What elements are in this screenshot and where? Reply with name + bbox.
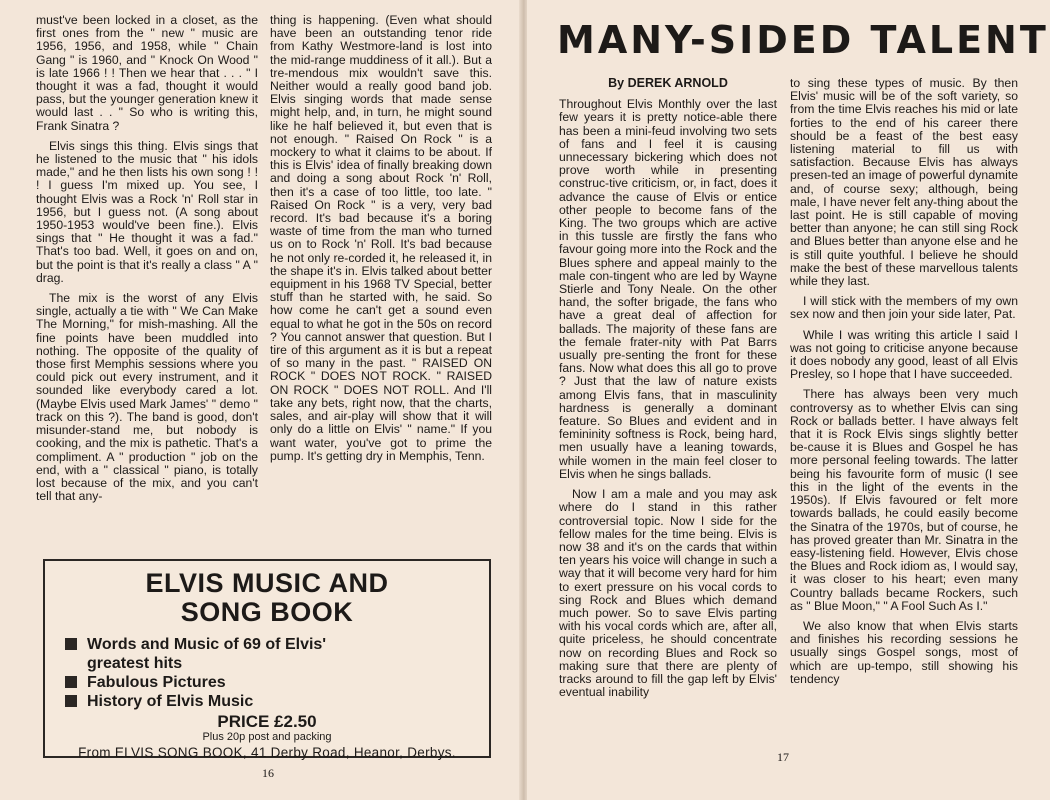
ad-feature-text: Fabulous Pictures	[87, 674, 226, 691]
paragraph: The mix is the worst of any Elvis single, actually a tie with " We Can Make The Morning," for mish-mashing. All the fine points have been muddled into nothing. The opposite of the quality of those first Memphis sessions where you could pick out every instrument, and it sounded like everybody cared a lot. (Maybe Elvis used Mark James' " demo " track on this ?). The band is good, don't misunder-stand me, but nobody is cooking, and the mix is pathetic. That's a compliment. A " production " job on the end, with a " classical " piano, is totally lost because of the mix, and you can't tell that any-	[36, 291, 258, 504]
ad-feature-continuation: greatest hits	[87, 655, 183, 672]
ad-price: PRICE £2.50	[217, 712, 317, 731]
paragraph: There has always been very much controversy as to whether Elvis can sing Rock or ballads better. I have always felt that it is Rock Elvis sings slightly better be-cause it is Blues and Gospel he has more personal feeling towards. The latter being his favourite form of music (I see this in the light of the events in the 1950s). If Elvis favoured or felt more towards ballads, he could easily become the Sinatra of the 1970s, but of course, he has proved greater than Mr. Sinatra in the easy-listening field. However, Elvis chose the Blues and Rock idiom as, I would say, it was closer to his heart; even many Country ballads became Rockers, such as " Blue Moon," " A Fool Such As I."	[790, 387, 1018, 613]
bullet-square-icon	[65, 638, 77, 650]
bullet-square-icon	[65, 676, 77, 688]
paragraph: While I was writing this article I said I was not going to criticise anyone because it does nobody any good, least of all Elvis Presley, so I hope that I have succeeded.	[790, 327, 1018, 382]
paragraph: Elvis sings this thing. Elvis sings that he listened to the music that " his idols made," and he then lists his own song ! ! ! I guess I'm mixed up. You see, I thought Elvis was a Rock 'n' Roll star in 1956, but I guess not. (A song about 1950-1953 would've been fine.). Elvis sings that " He thought it was a fad." That's too bad. Well, it goes on and on, but the point is that it's really a class " A " drag.	[36, 138, 258, 285]
ad-feature-item	[65, 692, 489, 711]
ad-headline-line-1: ELVIS MUSIC AND	[145, 568, 389, 598]
ad-address: From ELVIS SONG BOOK, 41 Derby Road, Heanor, Derbys.	[78, 745, 456, 760]
paragraph: We also know that when Elvis starts and finishes his recording sessions he usually sings Gospel songs, most of which are up-tempo, still showing his tendency	[790, 618, 1018, 686]
ad-headline	[45, 569, 489, 627]
bullet-square-icon	[65, 695, 77, 707]
songbook-advertisement	[43, 559, 491, 758]
ad-feature-list	[65, 635, 489, 711]
paragraph: Now I am a male and you may ask where do I stand in this rather controversial topic. Now I side for the fellow males for the time being. Elvis is now 38 and it's on the cards that within ten years his voice will change in such a way that it will become very hard for him to exert pressure on his vocal cords to sing Rock and Blues which demand much power. So to save Elvis parting with his vocal cords which are, after all, quite priceless, he should concentrate now on recording Blues and Rock so making sure that there are plenty of tracks around to fill the gap left by Elvis' eventual inability	[559, 487, 777, 700]
ad-feature-text: Words and Music of 69 of Elvis'	[87, 636, 327, 653]
page-number-left: 16	[262, 766, 274, 780]
right-column-2	[790, 77, 1018, 747]
article-byline: By DEREK ARNOLD	[608, 77, 728, 90]
ad-feature-item	[65, 673, 489, 692]
ad-feature-text: History of Elvis Music	[87, 693, 254, 710]
ad-feature-item	[65, 635, 489, 673]
article-title: MANY-SIDED TALENT	[557, 18, 1049, 62]
left-page	[0, 0, 522, 800]
ad-postage: Plus 20p post and packing	[202, 731, 332, 743]
paragraph: Throughout Elvis Monthly over the last few years it is pretty notice-able there has been a mini-feud involving two sets of fans and I feel it is causing unnecessary bickering which does not prove worth while in presenting construc-tive criticism, or, in fact, does it advance the cause of Elvis or entice other people to become fans of the King. The two groups which are active in this tussle are firstly the fans who favour going more into the Rock and the Blues sphere and appeal mainly to the male con-tingent who are led by Wayne Stierle and Tony Neale. On the other hand, the softer brigade, the fans who have a great deal of affection for ballads. The majority of these fans are the female frater-nity with Pat Barrs usually pre-senting the front for these fans. Now what does this all go to prove ? Just that the law of nature exists among Elvis fans, that in masculinity hardness is generally a dominant feature. So Blues and evident and in femininity softness is Rock, being hard, men usually have a leaning towards, while women in the main feel closer to Elvis when he sings ballads.	[559, 97, 777, 481]
right-page	[527, 0, 1050, 800]
paragraph: thing is happening. (Even what should have been an outstanding tenor ride from Kathy Westmore-land is lost into the mid-range muddiness of it all.). But a tre-mendous mix wouldn't save this. Neither would a really good band job. Elvis singing words that made sense might help, and, in turn, he might sound like he half believed it, but even that is not enough. " Raised On Rock " is a mockery to what it claims to be about. If this is Elvis' idea of finally breaking down and doing a song about Rock 'n' Roll, then it's a case of too little, too late. " Raised On Rock " is a very, very bad record. It's bad because it's a boring waste of time from the man who turned us on to Rock 'n' Roll. It's bad because he not only re-corded it, he released it, in the shape it's in. Elvis talked about better equipment in his 1968 TV Special, better stuff than he started with, he said. So how come he can't get a sound even equal to what he got in the 50s on record ? You cannot answer that question. But I tire of this argument as it is but a repeat of so many in the past. " RAISED ON ROCK " DOES NOT ROCK. " RAISED ON ROCK " DOES NOT ROLL. And I'll take any bets, right now, that the charts, sales, and air-play will show that it will only do a little on Elvis' " name." If you want water, you've got to prime the pump. It's getting dry in Memphis, Tenn.	[270, 14, 492, 463]
left-column-1	[36, 14, 258, 559]
ad-headline-line-2: SONG BOOK	[180, 597, 354, 627]
right-column-1	[559, 77, 777, 747]
left-column-2	[270, 14, 492, 559]
page-number-right: 17	[777, 750, 789, 764]
paragraph: must've been locked in a closet, as the first ones from the " new " music are 1956, 1956, and 1958, while " Chain Gang " is 1960, and " Knock On Wood " is late 1966 ! ! Then we hear that . . . " I thought it was a fad, thought it would pass, but the younger generation knew it would last . . " So who is writing this, Frank Sinatra ?	[36, 14, 258, 133]
paragraph: to sing these types of music. By then Elvis' music will be of the soft variety, so from the time Elvis reaches his mid or late forties to the end of his career there should be a feast of the best easy listening material to fill us with satisfaction. Because Elvis has always presen-ted an image of powerful dynamite and, of course sexy; although, being male, I have never felt any-thing about the last point. He is still capable of moving better than anyone; he can still sing Rock and Blues better than anyone else and he is still quite youthful. I believe he should make the best of these marvellous talents while they last.	[790, 77, 1018, 289]
paragraph: I will stick with the members of my own sex now and then join your side later, Pat.	[790, 294, 1018, 322]
